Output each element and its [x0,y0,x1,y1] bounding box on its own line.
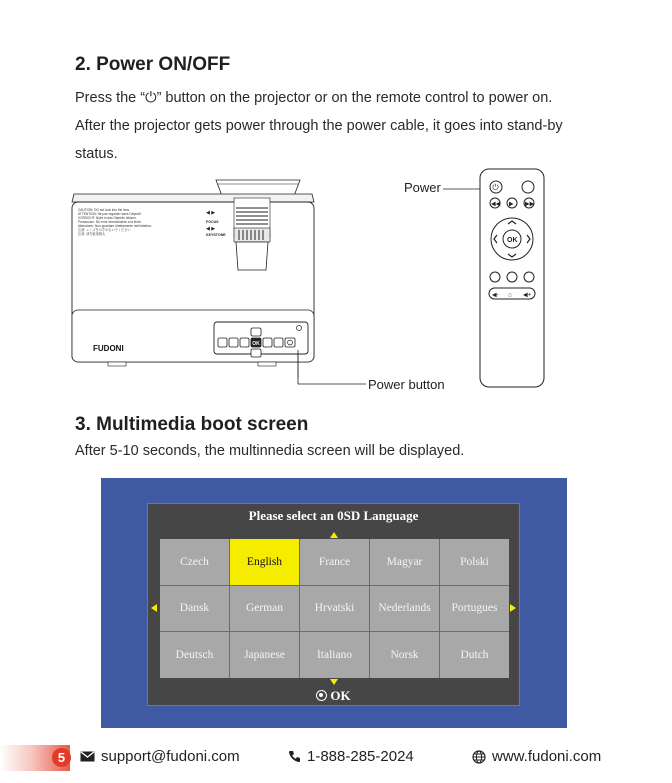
projector-illustration [68,178,318,378]
volume-down-icon: ◀- [492,292,499,299]
caution-text: 注意: レンズをのぞかないでください [78,228,131,232]
footer-website[interactable] [472,748,601,765]
caution-text: CAUTION: DO not look into the lens. [78,208,130,212]
back-button[interactable] [490,272,500,282]
osd-down-arrow-icon [330,679,338,685]
page-number: 5 [52,748,71,767]
projector-brand: FUDONI [93,344,124,353]
power-icon: ⏻ [492,183,499,192]
settings-button[interactable] [524,272,534,282]
website-text: www.fudoni.com [492,748,602,765]
osd-ok-hint[interactable] [148,688,519,704]
menu-key[interactable] [218,338,227,347]
play-pause-icon: ▶ [509,201,514,208]
language-option[interactable]: Italiano [300,632,369,678]
ok-circle-icon [316,690,327,701]
remote-source-button[interactable] [522,181,534,193]
focus-wheel[interactable] [234,198,270,242]
remote-ok-label: OK [507,237,518,244]
power-instructions [75,90,635,170]
caution-text: VORSICHT: Nicht in das Objektiv blicken. [78,216,137,220]
email-text: support@fudoni.com [101,748,240,765]
globe-icon [472,750,486,764]
language-option-selected[interactable]: English [230,539,299,585]
caution-text: 注意: 请勿直视镜头 [78,232,106,236]
right-key[interactable] [263,338,272,347]
language-option[interactable]: Magyar [370,539,439,585]
osd-up-arrow-icon [330,532,338,538]
language-option[interactable]: Dansk [160,586,229,632]
left-key[interactable] [240,338,249,347]
language-option[interactable]: Portugues [440,586,509,632]
osd-language-grid [160,539,509,678]
language-option[interactable]: Hrvatski [300,586,369,632]
footer-phone[interactable] [288,748,414,765]
boot-section-heading: 3. Multimedia boot screen [75,414,309,435]
power-instructions-line: After the projector gets power through the power cable, it goes into stand-by [75,118,563,134]
up-key[interactable] [251,328,261,336]
focus-arrows-icon: ◀ ▶ [206,210,216,216]
power-instructions-line: Press the “⏻” button on the projector or on the remote control to power on. [75,90,553,106]
language-option[interactable]: Dutch [440,632,509,678]
language-option[interactable]: Japanese [230,632,299,678]
back-key[interactable] [274,338,283,347]
home-icon: ⌂ [508,292,512,299]
osd-right-arrow-icon [510,604,516,612]
osd-ok-label: OK [330,688,351,703]
language-option[interactable]: Czech [160,539,229,585]
osd-left-arrow-icon [151,604,157,612]
footer-email[interactable] [80,748,240,765]
volume-up-icon: ◀+ [523,292,532,299]
language-option[interactable]: Norsk [370,632,439,678]
caution-text: ATTENTION: Ne pas regarder dans l'objectif. [78,212,142,216]
menu-button[interactable] [507,272,517,282]
projector-button-panel [214,322,308,357]
language-option[interactable]: Deutsch [160,632,229,678]
caution-text: Precaucion: NO mire directamente a la lente. [78,220,142,224]
phone-text: 1-888-285-2024 [307,748,414,765]
projector-power-key[interactable] [285,338,295,347]
remote-control-illustration [478,167,546,389]
language-option[interactable]: German [230,586,299,632]
language-option[interactable]: Nederlands [370,586,439,632]
ok-key-label: OK [252,341,260,347]
language-option[interactable]: France [300,539,369,585]
osd-language-dialog [147,503,520,706]
boot-instructions: After 5-10 seconds, the multinnedia screen will be displayed. [75,443,465,459]
mail-icon [80,751,95,762]
down-key[interactable] [251,349,261,357]
power-indicator-led [297,326,302,331]
rewind-icon: ◀◀ [491,201,501,208]
fast-forward-icon: ▶▶ [525,201,535,208]
page-footer [0,745,672,773]
power-section-heading: 2. Power ON/OFF [75,54,231,75]
keystone-label: KEYSTONE [206,233,226,237]
list-key[interactable] [229,338,238,347]
focus-label: FOCUS [206,220,219,224]
phone-icon [288,750,301,763]
keystone-arrows-icon: ◀ ▶ [206,226,216,232]
power-button-callout: Power button [368,377,445,392]
language-option[interactable]: Polski [440,539,509,585]
osd-title: Please select an 0SD Language [248,508,419,523]
power-button-callout-line [296,350,368,390]
power-instructions-line: status. [75,146,118,162]
caution-text: Attenzione: Non guardare direttamente nell'obiettivo. [78,224,153,228]
remote-power-callout: Power [404,180,441,195]
